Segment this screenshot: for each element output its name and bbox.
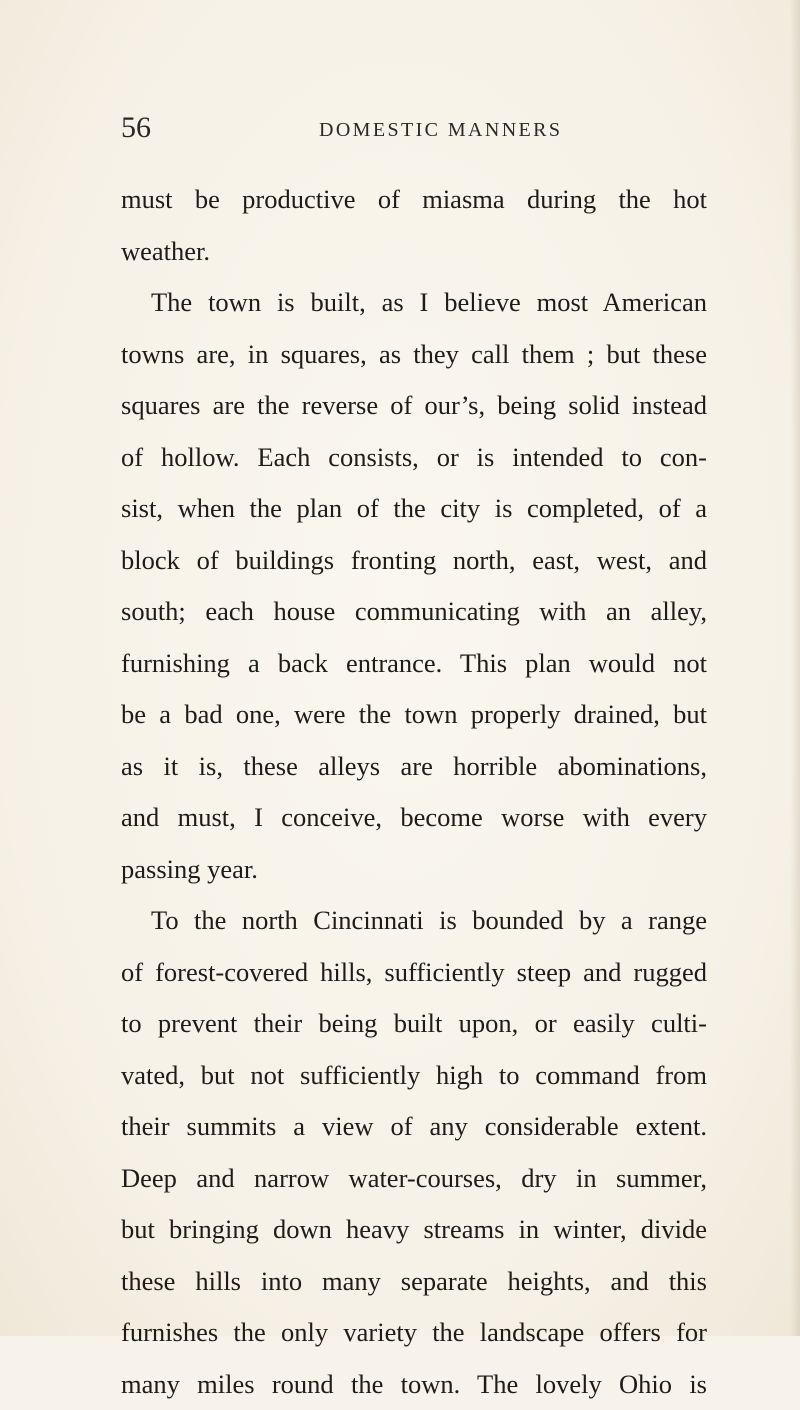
page-number: 56 (121, 108, 151, 148)
running-title: DOMESTIC MANNERS (319, 112, 562, 148)
body-text (121, 174, 707, 1410)
text-line: The town is built, as I believe most American (121, 277, 707, 329)
text-line: block of buildings fronting north, east, west, and (121, 535, 707, 587)
text-line: furnishes the only variety the landscape offers for (121, 1307, 707, 1359)
text-line: squares are the reverse of our’s, being solid instead (121, 380, 707, 432)
text-line: south; each house communicating with an alley, (121, 586, 707, 638)
text-line: To the north Cincinnati is bounded by a range (121, 895, 707, 947)
text-line: weather. (121, 226, 707, 278)
text-line: many miles round the town. The lovely Ohio is (121, 1359, 707, 1410)
text-line: sist, when the plan of the city is completed, of a (121, 483, 707, 535)
text-line: must be productive of miasma during the hot (121, 174, 707, 226)
text-line: towns are, in squares, as they call them ; but these (121, 329, 707, 381)
text-line: these hills into many separate heights, and this (121, 1256, 707, 1308)
text-line: be a bad one, were the town properly drained, but (121, 689, 707, 741)
text-line: Deep and narrow water-courses, dry in summer, (121, 1153, 707, 1205)
text-line: and must, I conceive, become worse with every (121, 792, 707, 844)
text-line: to prevent their being built upon, or easily culti- (121, 998, 707, 1050)
text-line: furnishing a back entrance. This plan would not (121, 638, 707, 690)
page-edge-shadow (790, 0, 800, 1336)
text-line: as it is, these alleys are horrible abominations, (121, 741, 707, 793)
text-line: passing year. (121, 844, 707, 896)
text-line: of hollow. Each consists, or is intended to con- (121, 432, 707, 484)
text-line: but bringing down heavy streams in winter, divide (121, 1204, 707, 1256)
text-line: their summits a view of any considerable extent. (121, 1101, 707, 1153)
text-line: vated, but not sufficiently high to command from (121, 1050, 707, 1102)
page-header (121, 108, 661, 148)
text-line: of forest-covered hills, sufficiently steep and rugged (121, 947, 707, 999)
